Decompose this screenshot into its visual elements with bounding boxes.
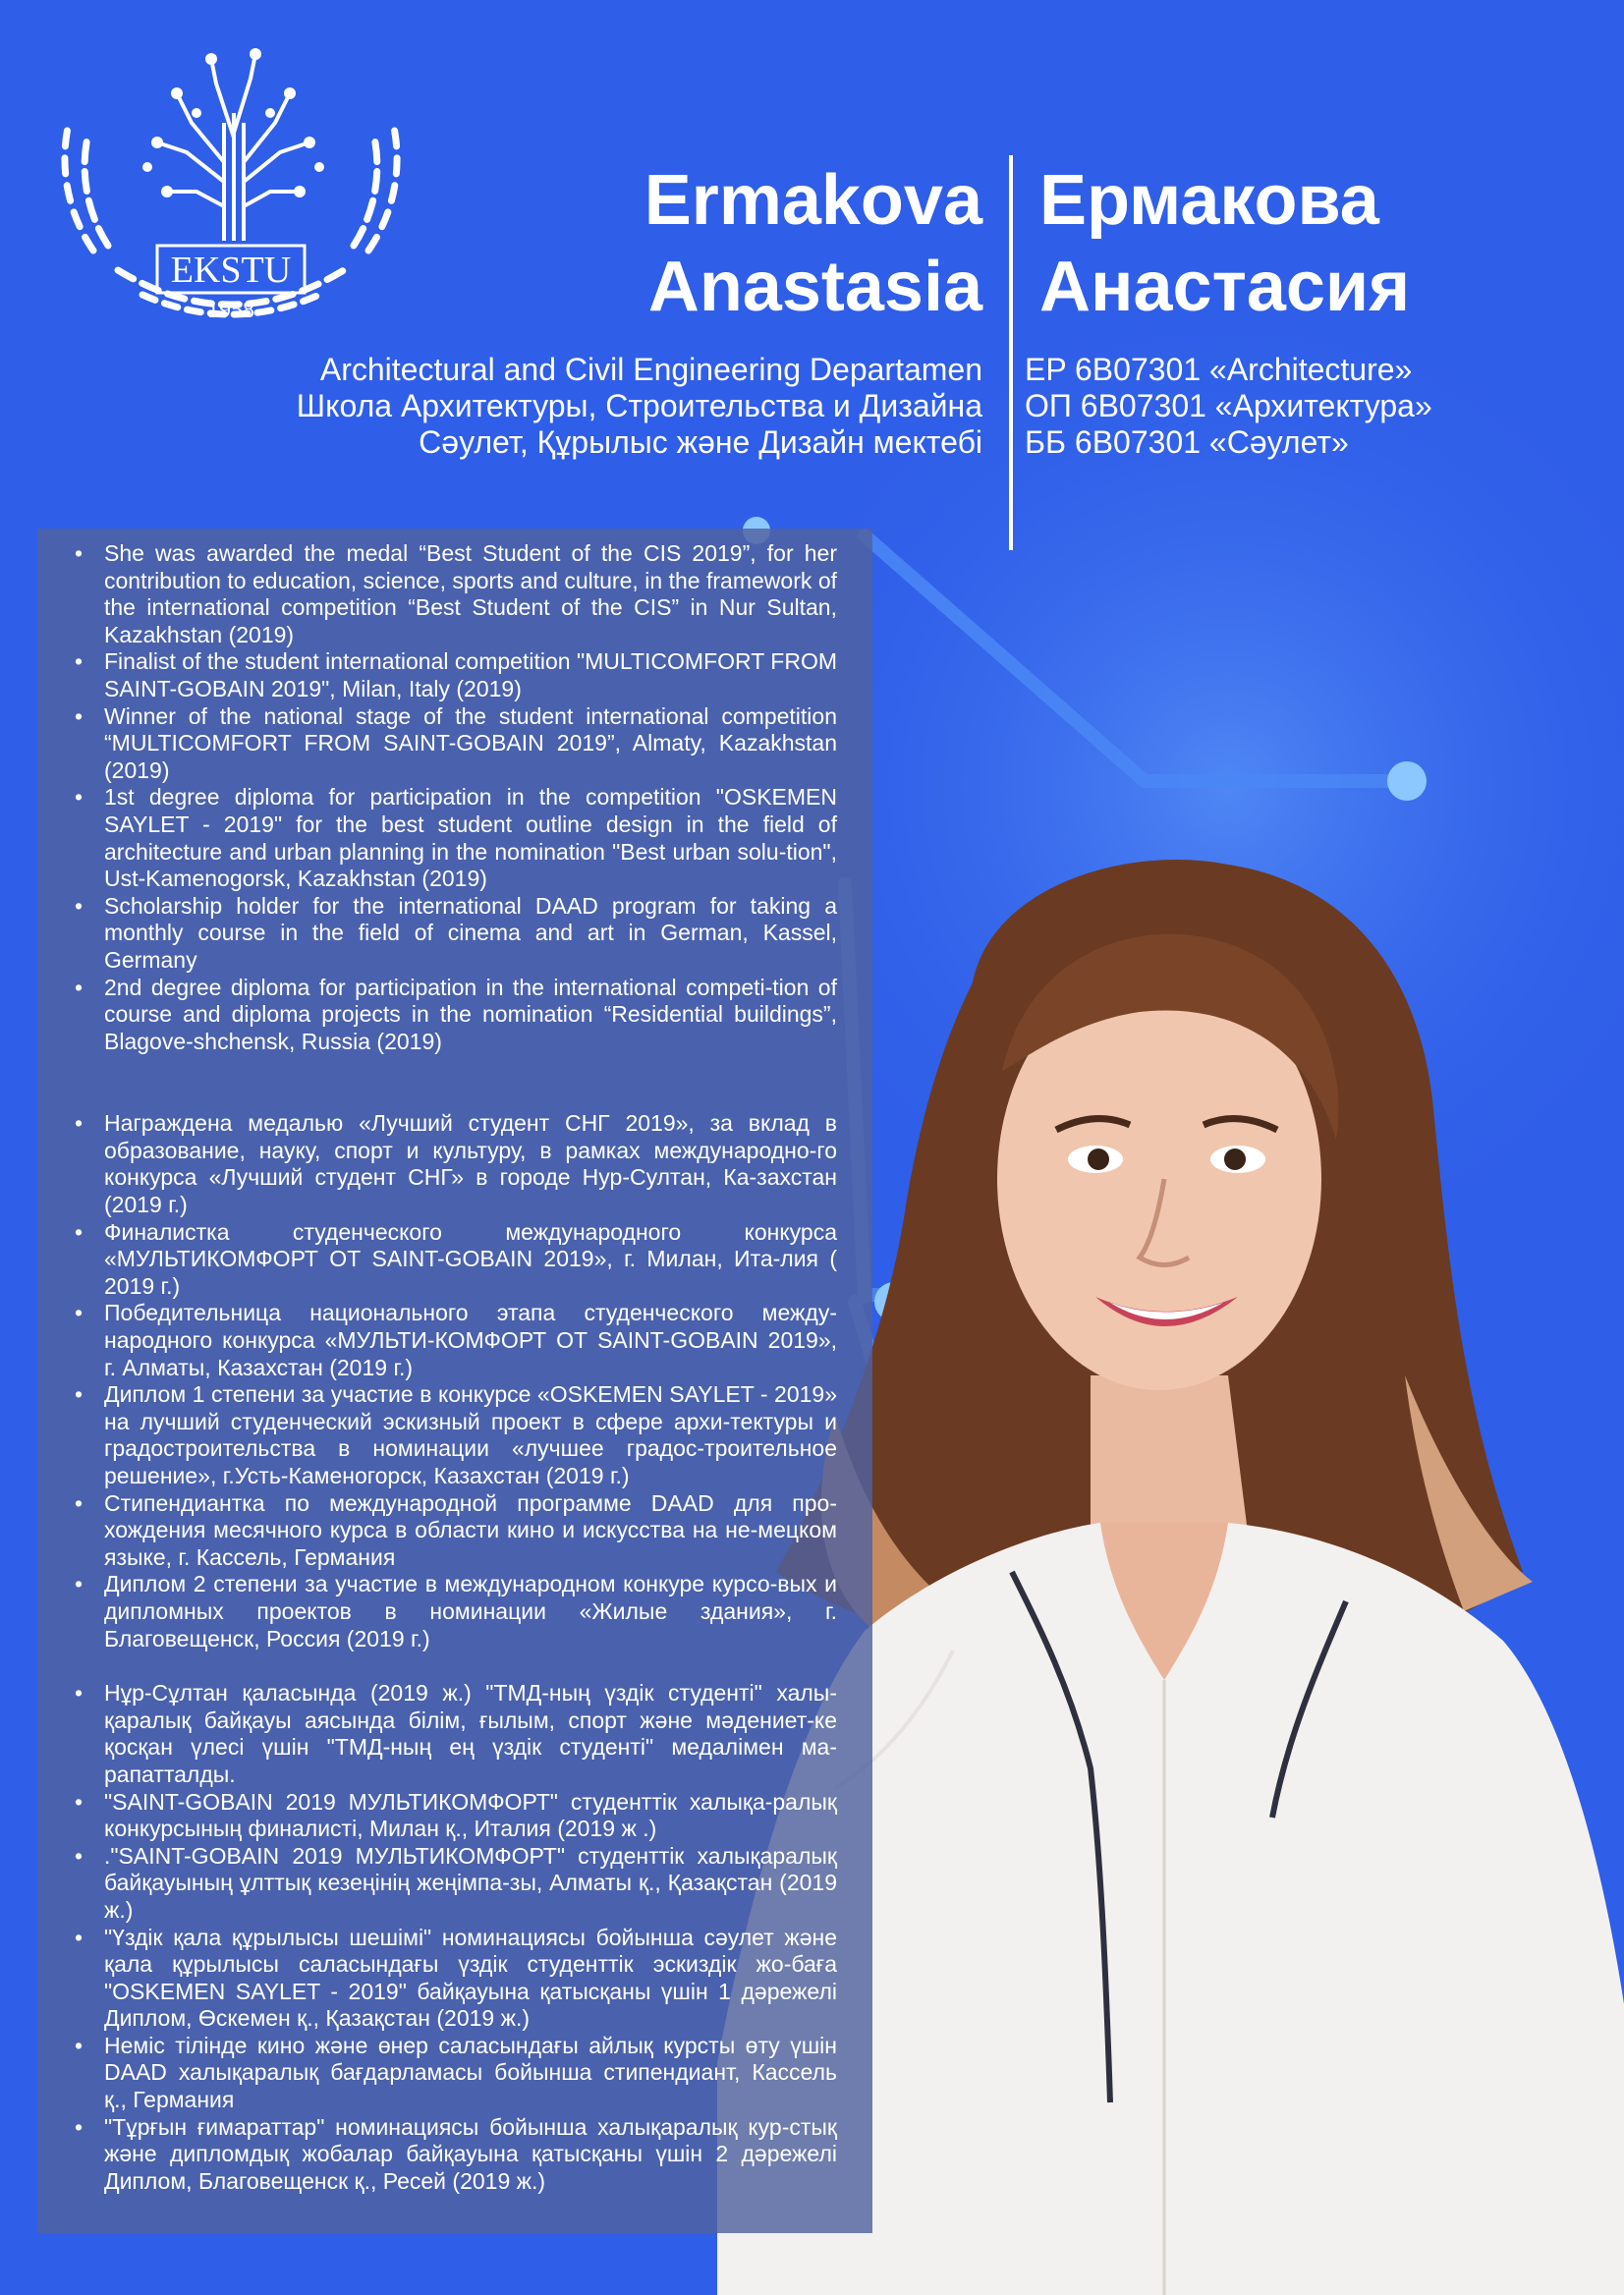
list-item: • Winner of the national stage of the student international competition “MULTICOMFORT FROM SAINT-GOBAIN 2019”, Almaty, Kazakhstan (2019): [104, 703, 837, 785]
list-item: • Стипендиантка по международной программе DAAD для про-хождения месячного курса в области кино и искусства на не-мецком языке, г. Кассель, Германия: [104, 1490, 837, 1572]
list-item: • "Үздік қала құрылысы шешімі" номинациясы бойынша сәулет және қала құрылысы саласындағы үздік студенттік эскиздік жо-баға "OSKEMEN SAYLET - 2019" байқауына қатысқаны үшін 1 дәрежелі Диплом, Өскемен қ., Қазақстан (2019 ж.): [104, 1925, 837, 2033]
list-item: • Finalist of the student international competition "MULTICOMFORT FROM SAINT-GOBAIN 2019", Milan, Italy (2019): [104, 648, 837, 702]
list-item: • ."SAINT-GOBAIN 2019 МУЛЬТИКОМФОРТ" студенттік халықаралық байқауының ұлттық кезеңінің жеңімпа-зы, Алматы қ., Қазақстан (2019 ж.): [104, 1843, 837, 1925]
list-item: • Нұр-Сұлтан қаласында (2019 ж.) "ТМД-ның үздік студенті" халы-қаралық байқауы аясында білім, ғылым, спорт және мәдениет-ке қосқан үлесі үшін "ТМД-ның ең үздік студенті" медалімен ма-рапатталды.: [104, 1680, 837, 1788]
list-item: • She was awarded the medal “Best Student of the CIS 2019”, for her contribution to education, science, sports and culture, in the framework of the international competition “Best Student of the CIS” in Nur Sultan, Kazakhstan (2019): [104, 540, 837, 648]
achievements-panel: [37, 529, 872, 2233]
program-ru: ОП 6B07301 «Архитектура»: [1025, 388, 1432, 423]
list-item: • "Тұрғын ғимараттар" номинациясы бойынша халықаралық кур-стық және дипломдық жобалар байқауына қатысқаны үшін 2 дәрежелі Диплом, Благовещенск қ., Ресей (2019 ж.): [104, 2114, 837, 2196]
list-item: • Победительница национального этапа студенческого между-народного конкурса «МУЛЬТИ-КОМФОРТ ОТ SAINT-GOBAIN 2019», г. Алматы, Казахстан (2019 г.): [104, 1300, 837, 1381]
name-english: [644, 157, 982, 330]
list-item: • Финалистка студенческого международного конкурса «МУЛЬТИКОМФОРТ ОТ SAINT-GOBAIN 2019», г. Милан, Ита-лия ( 2019 г.): [104, 1219, 837, 1301]
list-item: • Scholarship holder for the international DAAD program for taking a monthly course in the field of cinema and art in German, Kassel, Germany: [104, 893, 837, 975]
list-item: • "SAINT-GOBAIN 2019 МУЛЬТИКОМФОРТ" студенттік халықа-ралық конкурсының финалисті, Милан қ., Италия (2019 ж .): [104, 1789, 837, 1843]
name-russian: [1039, 157, 1410, 330]
department-block: [297, 352, 982, 461]
achievements-list-kk: [104, 1680, 837, 2195]
list-item: • Награждена медалью «Лучший студент СНГ 2019», за вклад в образование, науку, спорт и культуру, в рамках международно-го конкурса «Лучший студент СНГ» в городе Нур-Султан, Ка-захстан (2019 г.): [104, 1110, 837, 1218]
achievements-list-ru: [104, 1110, 837, 1652]
department-en: Architectural and Civil Engineering Departamen: [319, 352, 982, 387]
logo-text: EKSTU: [170, 250, 292, 291]
department-kk: Сәулет, Құрылыс және Дизайн мектебі: [419, 424, 982, 460]
name-ru-surname: Ермакова: [1039, 161, 1379, 240]
list-item: • Неміс тілінде кино және өнер саласындағы айлық курсты өту үшін DAAD халықаралық бағдарламасы бойынша стипендиант, Кассель қ., Германия: [104, 2033, 837, 2114]
ekstu-logo: [49, 44, 413, 339]
program-en: EP 6B07301 «Architecture»: [1025, 352, 1413, 387]
name-en-firstname: Anastasia: [647, 248, 982, 326]
program-block: [1025, 352, 1432, 461]
name-ru-firstname: Анастасия: [1039, 248, 1411, 326]
list-item: • Диплом 2 степени за участие в международном конкуре курсо-вых и дипломных проектов в номинации «Жилые здания», г. Благовещенск, Россия (2019 г.): [104, 1571, 837, 1652]
name-en-surname: Ermakova: [644, 161, 982, 240]
logo-year: 1958: [207, 298, 254, 323]
department-ru: Школа Архитектуры, Строительства и Дизайна: [296, 388, 982, 423]
program-kk: ББ 6B07301 «Сәулет»: [1025, 424, 1349, 460]
list-item: • 2nd degree diploma for participation in the international competi-tion of course and diploma projects in the nomination “Residential buildings”, Blagove-shchensk, Russia (2019): [104, 975, 837, 1056]
header-divider: [1009, 155, 1013, 550]
list-item: • 1st degree diploma for participation in the competition "OSKEMEN SAYLET - 2019" for the best student outline design in the field of architecture and urban planning in the nomination "Best urban solu-tion", Ust-Kamenogorsk, Kazakhstan (2019): [104, 784, 837, 892]
list-item: • Диплом 1 степени за участие в конкурсе «OSKEMEN SAYLET - 2019» на лучший студенческий эскизный проект в сфере архи-тектуры и градостроительства в номинации «лучшее градос-троительное решение», г.Усть-Каменогорск, Казахстан (2019 г.): [104, 1381, 837, 1489]
achievements-list-en: [104, 540, 837, 1055]
